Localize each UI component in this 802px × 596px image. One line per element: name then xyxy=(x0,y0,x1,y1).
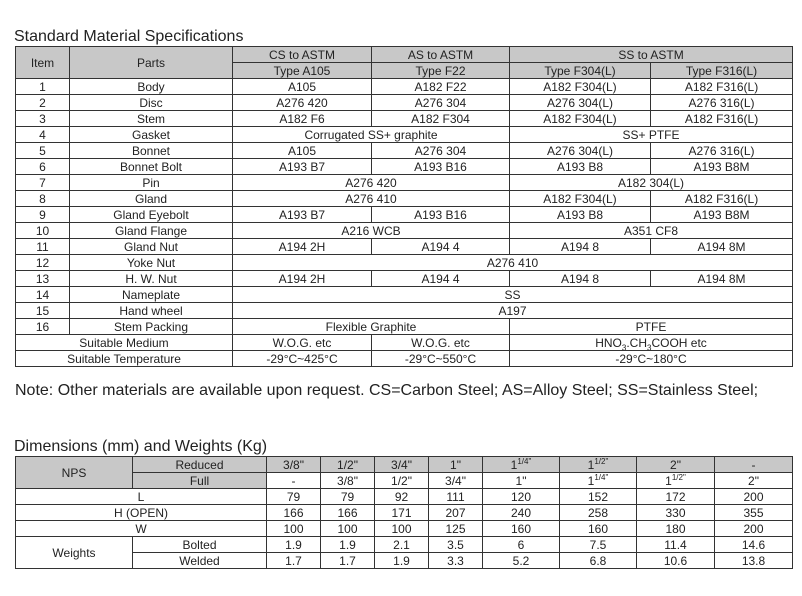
material-cs: A105 xyxy=(233,79,372,95)
weight-value: 1.9 xyxy=(267,537,321,553)
item-number: 2 xyxy=(16,95,70,111)
part-name: Body xyxy=(70,79,233,95)
material-cs: A194 2H xyxy=(233,271,372,287)
dimensions-table xyxy=(15,456,793,569)
medium-ss xyxy=(510,335,793,351)
part-name: Gasket xyxy=(70,127,233,143)
material-ss-316: A194 8M xyxy=(651,239,793,255)
part-name: Bonnet xyxy=(70,143,233,159)
material-ss-316: A194 8M xyxy=(651,271,793,287)
material-all: SS xyxy=(233,287,793,303)
cs-type-header: Type A105 xyxy=(233,63,372,79)
material-ss-304: A193 B8 xyxy=(510,159,651,175)
weight-value: 6 xyxy=(483,537,560,553)
full-row xyxy=(16,473,793,489)
weight-value: 1.7 xyxy=(267,553,321,569)
weight-value: 1.7 xyxy=(321,553,375,569)
material-ss: A351 CF8 xyxy=(510,223,793,239)
reduced-cell: 1" xyxy=(429,457,483,473)
dim-value: 100 xyxy=(321,521,375,537)
dim-value: 166 xyxy=(321,505,375,521)
medium-ss-c: .CH xyxy=(626,335,647,350)
material-ss: SS+ PTFE xyxy=(510,127,793,143)
dim-value: 240 xyxy=(483,505,560,521)
col-as-header: AS to ASTM xyxy=(372,47,510,63)
weight-value: 1.9 xyxy=(321,537,375,553)
dim-value: 200 xyxy=(715,489,793,505)
reduced-frac: 1/4" xyxy=(517,456,532,466)
item-number: 16 xyxy=(16,319,70,335)
reduced-cell: 3/8" xyxy=(267,457,321,473)
full-cell: 1" xyxy=(483,473,560,489)
spec-title: Standard Material Specifications xyxy=(14,28,244,45)
full-cell xyxy=(637,473,715,489)
item-number: 7 xyxy=(16,175,70,191)
spec-row xyxy=(16,239,793,255)
material-as: A276 304 xyxy=(372,143,510,159)
full-cell xyxy=(560,473,637,489)
dims-title: Dimensions (mm) and Weights (Kg) xyxy=(14,438,268,455)
material-as: A194 4 xyxy=(372,239,510,255)
material-cs-as: A276 410 xyxy=(233,191,510,207)
full-cell: 2" xyxy=(715,473,793,489)
item-number: 14 xyxy=(16,287,70,303)
item-number: 11 xyxy=(16,239,70,255)
material-spec-table xyxy=(15,46,793,367)
item-number: 6 xyxy=(16,159,70,175)
materials-note: Note: Other materials are available upon request. CS=Carbon Steel; AS=Alloy Steel; SS=Stainless Steel; xyxy=(15,382,759,399)
dim-value: 160 xyxy=(560,521,637,537)
full-cell: 3/4" xyxy=(429,473,483,489)
reduced-cell: 1/2" xyxy=(321,457,375,473)
weight-row-welded xyxy=(16,553,793,569)
spec-row xyxy=(16,223,793,239)
item-number: 10 xyxy=(16,223,70,239)
full-cell: - xyxy=(267,473,321,489)
reduced-cell xyxy=(483,457,560,473)
part-name: Nameplate xyxy=(70,287,233,303)
part-name: Gland Flange xyxy=(70,223,233,239)
part-name: Gland Nut xyxy=(70,239,233,255)
part-name: Pin xyxy=(70,175,233,191)
ss-type1-header: Type F304(L) xyxy=(510,63,651,79)
reduced-whole: 1 xyxy=(587,457,595,472)
medium-as: W.O.G. etc xyxy=(372,335,510,351)
temperature-ss: -29°C~180°C xyxy=(510,351,793,367)
material-ss-316: A182 F316(L) xyxy=(651,111,793,127)
full-whole: 1 xyxy=(587,473,595,488)
weight-value: 11.4 xyxy=(637,537,715,553)
item-number: 15 xyxy=(16,303,70,319)
material-as: A182 F22 xyxy=(372,79,510,95)
nps-label: NPS xyxy=(16,457,133,489)
reduced-row xyxy=(16,457,793,473)
part-name: H. W. Nut xyxy=(70,271,233,287)
dim-value: 330 xyxy=(637,505,715,521)
dim-value: 171 xyxy=(375,505,429,521)
dim-row-w xyxy=(16,521,793,537)
material-ss-316: A276 316(L) xyxy=(651,143,793,159)
weight-value: 14.6 xyxy=(715,537,793,553)
material-ss-304: A182 F304(L) xyxy=(510,79,651,95)
reduced-whole: 1 xyxy=(510,457,518,472)
material-ss-304: A194 8 xyxy=(510,271,651,287)
dim-label: L xyxy=(16,489,267,505)
temperature-row xyxy=(16,351,793,367)
weight-value: 6.8 xyxy=(560,553,637,569)
reduced-label: Reduced xyxy=(133,457,267,473)
dim-value: 258 xyxy=(560,505,637,521)
part-name: Stem Packing xyxy=(70,319,233,335)
spec-row xyxy=(16,159,793,175)
spec-header-row xyxy=(16,47,793,63)
dim-value: 120 xyxy=(483,489,560,505)
dim-value: 79 xyxy=(267,489,321,505)
full-cell: 3/8" xyxy=(321,473,375,489)
reduced-cell: - xyxy=(715,457,793,473)
material-all: A276 410 xyxy=(233,255,793,271)
item-number: 3 xyxy=(16,111,70,127)
material-as: A182 F304 xyxy=(372,111,510,127)
temperature-as: -29°C~550°C xyxy=(372,351,510,367)
spec-row xyxy=(16,207,793,223)
spec-row xyxy=(16,287,793,303)
weight-row-bolted xyxy=(16,537,793,553)
material-cs: A182 F6 xyxy=(233,111,372,127)
part-name: Disc xyxy=(70,95,233,111)
material-cs: A193 B7 xyxy=(233,159,372,175)
material-cs: A193 B7 xyxy=(233,207,372,223)
medium-ss-e: COOH etc xyxy=(651,335,707,350)
temperature-cs: -29°C~425°C xyxy=(233,351,372,367)
spec-row xyxy=(16,143,793,159)
dim-label: H (OPEN) xyxy=(16,505,267,521)
reduced-cell: 3/4" xyxy=(375,457,429,473)
spec-row xyxy=(16,191,793,207)
weight-value: 3.5 xyxy=(429,537,483,553)
weight-value: 5.2 xyxy=(483,553,560,569)
spec-row xyxy=(16,111,793,127)
dim-value: 100 xyxy=(267,521,321,537)
material-ss-304: A193 B8 xyxy=(510,207,651,223)
dim-label: W xyxy=(16,521,267,537)
dim-value: 180 xyxy=(637,521,715,537)
dim-value: 125 xyxy=(429,521,483,537)
full-whole: 1 xyxy=(665,473,672,488)
dim-value: 79 xyxy=(321,489,375,505)
material-cs-as: A216 WCB xyxy=(233,223,510,239)
spec-row xyxy=(16,255,793,271)
material-ss: PTFE xyxy=(510,319,793,335)
material-as: A276 304 xyxy=(372,95,510,111)
weight-type-label: Welded xyxy=(133,553,267,569)
medium-ss-b: 3 xyxy=(621,342,627,351)
item-number: 13 xyxy=(16,271,70,287)
weight-value: 1.9 xyxy=(375,553,429,569)
material-ss-304: A194 8 xyxy=(510,239,651,255)
material-ss: A182 304(L) xyxy=(510,175,793,191)
weight-value: 13.8 xyxy=(715,553,793,569)
spec-body xyxy=(16,79,793,335)
col-parts-header: Parts xyxy=(70,47,233,79)
material-cs-as: Corrugated SS+ graphite xyxy=(233,127,510,143)
dim-value: 172 xyxy=(637,489,715,505)
material-ss-304: A276 304(L) xyxy=(510,95,651,111)
material-ss-316: A193 B8M xyxy=(651,207,793,223)
weight-value: 2.1 xyxy=(375,537,429,553)
reduced-cell: 2" xyxy=(637,457,715,473)
material-ss-316: A182 F316(L) xyxy=(651,191,793,207)
material-cs: A194 2H xyxy=(233,239,372,255)
spec-row xyxy=(16,175,793,191)
part-name: Hand wheel xyxy=(70,303,233,319)
material-ss-304: A182 F304(L) xyxy=(510,111,651,127)
col-ss-header: SS to ASTM xyxy=(510,47,793,63)
weight-type-label: Bolted xyxy=(133,537,267,553)
dim-value: 200 xyxy=(715,521,793,537)
medium-cs: W.O.G. etc xyxy=(233,335,372,351)
medium-row xyxy=(16,335,793,351)
medium-label: Suitable Medium xyxy=(16,335,233,351)
material-as: A193 B16 xyxy=(372,159,510,175)
spec-row xyxy=(16,79,793,95)
item-number: 5 xyxy=(16,143,70,159)
dim-value: 355 xyxy=(715,505,793,521)
material-all: A197 xyxy=(233,303,793,319)
spec-row xyxy=(16,319,793,335)
item-number: 4 xyxy=(16,127,70,143)
item-number: 1 xyxy=(16,79,70,95)
part-name: Gland xyxy=(70,191,233,207)
col-cs-header: CS to ASTM xyxy=(233,47,372,63)
ss-type2-header: Type F316(L) xyxy=(651,63,793,79)
part-name: Bonnet Bolt xyxy=(70,159,233,175)
dim-row-l xyxy=(16,489,793,505)
dim-value: 152 xyxy=(560,489,637,505)
full-frac: 1/4" xyxy=(594,472,609,482)
reduced-frac: 1/2" xyxy=(594,456,609,466)
material-as: A193 B16 xyxy=(372,207,510,223)
weights-label: Weights xyxy=(16,537,133,569)
material-cs-as: A276 420 xyxy=(233,175,510,191)
as-type-header: Type F22 xyxy=(372,63,510,79)
part-name: Stem xyxy=(70,111,233,127)
material-ss-304: A276 304(L) xyxy=(510,143,651,159)
dim-value: 92 xyxy=(375,489,429,505)
material-ss-316: A193 B8M xyxy=(651,159,793,175)
spec-row xyxy=(16,127,793,143)
item-number: 9 xyxy=(16,207,70,223)
full-frac: 1/2" xyxy=(671,472,686,482)
weight-value: 3.3 xyxy=(429,553,483,569)
temperature-label: Suitable Temperature xyxy=(16,351,233,367)
medium-ss-d: 3 xyxy=(647,342,652,351)
material-ss-316: A276 316(L) xyxy=(651,95,793,111)
dim-value: 111 xyxy=(429,489,483,505)
dim-value: 100 xyxy=(375,521,429,537)
full-label: Full xyxy=(133,473,267,489)
medium-ss-a: HNO xyxy=(595,335,622,350)
col-item-header: Item xyxy=(16,47,70,79)
spec-row xyxy=(16,271,793,287)
dim-row-h xyxy=(16,505,793,521)
material-cs: A276 420 xyxy=(233,95,372,111)
spec-row xyxy=(16,303,793,319)
spec-row xyxy=(16,95,793,111)
reduced-cell xyxy=(560,457,637,473)
item-number: 8 xyxy=(16,191,70,207)
material-cs: A105 xyxy=(233,143,372,159)
material-cs-as: Flexible Graphite xyxy=(233,319,510,335)
part-name: Gland Eyebolt xyxy=(70,207,233,223)
item-number: 12 xyxy=(16,255,70,271)
material-as: A194 4 xyxy=(372,271,510,287)
dim-value: 160 xyxy=(483,521,560,537)
dim-value: 166 xyxy=(267,505,321,521)
full-cell: 1/2" xyxy=(375,473,429,489)
part-name: Yoke Nut xyxy=(70,255,233,271)
material-ss-316: A182 F316(L) xyxy=(651,79,793,95)
dim-value: 207 xyxy=(429,505,483,521)
material-ss-304: A182 F304(L) xyxy=(510,191,651,207)
weight-value: 7.5 xyxy=(560,537,637,553)
weight-value: 10.6 xyxy=(637,553,715,569)
dims-body xyxy=(16,489,793,569)
